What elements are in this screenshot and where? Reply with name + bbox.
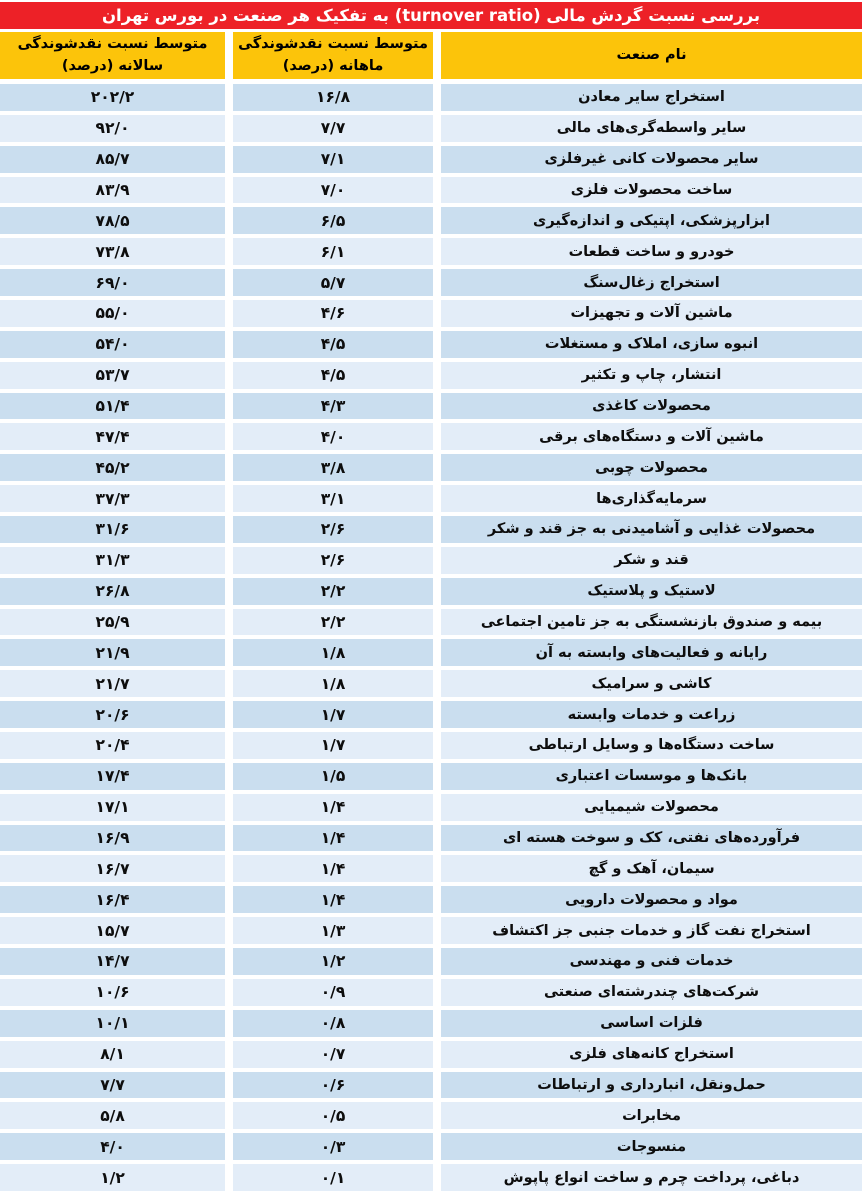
column-header-monthly-line2: ماهانه (درصد) [282, 57, 384, 74]
industry-name-cell: کاشی و سرامیک [441, 670, 862, 697]
table-row [0, 794, 862, 821]
annual-ratio-cell: ۱۷/۱ [0, 794, 225, 821]
table-row [0, 1010, 862, 1037]
industry-name-cell: استخراج کانه‌های فلزی [441, 1041, 862, 1068]
industry-name-cell: بیمه و صندوق بازنشستگی به جز تامین اجتماعی [441, 609, 862, 636]
industry-name-cell: استخراج نفت گاز و خدمات جنبی جز اکتشاف [441, 917, 862, 944]
monthly-ratio-cell: ۰/۱ [233, 1164, 433, 1191]
monthly-ratio-cell: ۷/۰ [233, 177, 433, 204]
table-row [0, 207, 862, 234]
monthly-ratio-cell: ۱/۲ [233, 948, 433, 975]
industry-name-cell: ساخت دستگاه‌ها و وسایل ارتباطی [441, 732, 862, 759]
table-row [0, 578, 862, 605]
annual-ratio-cell: ۹۲/۰ [0, 115, 225, 142]
annual-ratio-cell: ۳۱/۳ [0, 547, 225, 574]
monthly-ratio-cell: ۱/۸ [233, 670, 433, 697]
table-row [0, 701, 862, 728]
annual-ratio-cell: ۵۳/۷ [0, 362, 225, 389]
industry-name-cell: محصولات غذایی و آشامیدنی به جز قند و شکر [441, 516, 862, 543]
industry-name-cell: شرکت‌های چندرشته‌ای صنعتی [441, 979, 862, 1006]
monthly-ratio-cell: ۷/۱ [233, 146, 433, 173]
monthly-ratio-cell: ۱/۳ [233, 917, 433, 944]
annual-ratio-cell: ۲۱/۷ [0, 670, 225, 697]
industry-name-cell: خدمات فنی و مهندسی [441, 948, 862, 975]
annual-ratio-cell: ۸/۱ [0, 1041, 225, 1068]
monthly-ratio-cell: ۴/۶ [233, 300, 433, 327]
annual-ratio-cell: ۳۱/۶ [0, 516, 225, 543]
industry-name-cell: سیمان، آهک و گچ [441, 855, 862, 882]
annual-ratio-cell: ۱۷/۴ [0, 763, 225, 790]
table-row [0, 825, 862, 852]
monthly-ratio-cell: ۰/۹ [233, 979, 433, 1006]
table-row [0, 331, 862, 358]
annual-ratio-cell: ۲۰/۶ [0, 701, 225, 728]
annual-ratio-cell: ۷/۷ [0, 1072, 225, 1099]
monthly-ratio-cell: ۵/۷ [233, 269, 433, 296]
monthly-ratio-cell: ۴/۵ [233, 331, 433, 358]
monthly-ratio-cell: ۲/۶ [233, 516, 433, 543]
annual-ratio-cell: ۲۰/۴ [0, 732, 225, 759]
monthly-ratio-cell: ۲/۶ [233, 547, 433, 574]
table-row [0, 948, 862, 975]
annual-ratio-cell: ۲۶/۸ [0, 578, 225, 605]
table-row [0, 855, 862, 882]
monthly-ratio-cell: ۱/۵ [233, 763, 433, 790]
column-header-industry-name: نام صنعت [441, 32, 862, 79]
annual-ratio-cell: ۴۵/۲ [0, 454, 225, 481]
table-body [0, 84, 862, 1191]
table-row [0, 609, 862, 636]
industry-name-cell: سایر محصولات کانی غیرفلزی [441, 146, 862, 173]
monthly-ratio-cell: ۳/۸ [233, 454, 433, 481]
industry-name-cell: انتشار، چاپ و تکثیر [441, 362, 862, 389]
industry-name-cell: فلزات اساسی [441, 1010, 862, 1037]
monthly-ratio-cell: ۱/۴ [233, 794, 433, 821]
annual-ratio-cell: ۷۸/۵ [0, 207, 225, 234]
table-row [0, 300, 862, 327]
industry-name-cell: ماشین آلات و دستگاه‌های برقی [441, 423, 862, 450]
annual-ratio-cell: ۲۵/۹ [0, 609, 225, 636]
column-header-annual-ratio [0, 32, 225, 79]
annual-ratio-cell: ۴/۰ [0, 1133, 225, 1160]
annual-ratio-cell: ۱۰/۱ [0, 1010, 225, 1037]
industry-name-cell: خودرو و ساخت قطعات [441, 238, 862, 265]
annual-ratio-cell: ۵/۸ [0, 1102, 225, 1129]
monthly-ratio-cell: ۰/۷ [233, 1041, 433, 1068]
monthly-ratio-cell: ۱/۷ [233, 701, 433, 728]
monthly-ratio-cell: ۴/۰ [233, 423, 433, 450]
annual-ratio-cell: ۸۳/۹ [0, 177, 225, 204]
table-row [0, 1072, 862, 1099]
monthly-ratio-cell: ۱/۴ [233, 886, 433, 913]
industry-name-cell: ساخت محصولات فلزی [441, 177, 862, 204]
table-row [0, 362, 862, 389]
annual-ratio-cell: ۶۹/۰ [0, 269, 225, 296]
annual-ratio-cell: ۵۴/۰ [0, 331, 225, 358]
monthly-ratio-cell: ۰/۵ [233, 1102, 433, 1129]
monthly-ratio-cell: ۰/۸ [233, 1010, 433, 1037]
industry-name-cell: فرآورده‌های نفتی، کک و سوخت هسته ای [441, 825, 862, 852]
table-row [0, 393, 862, 420]
annual-ratio-cell: ۱۰/۶ [0, 979, 225, 1006]
table-row [0, 177, 862, 204]
table-row [0, 146, 862, 173]
monthly-ratio-cell: ۱/۴ [233, 825, 433, 852]
industry-name-cell: بانک‌ها و موسسات اعتباری [441, 763, 862, 790]
industry-name-cell: مخابرات [441, 1102, 862, 1129]
industry-name-cell: ابزارپزشکی، اپتیکی و اندازه‌گیری [441, 207, 862, 234]
monthly-ratio-cell: ۰/۳ [233, 1133, 433, 1160]
monthly-ratio-cell: ۷/۷ [233, 115, 433, 142]
industry-name-cell: زراعت و خدمات وابسته [441, 701, 862, 728]
monthly-ratio-cell: ۱۶/۸ [233, 84, 433, 111]
industry-name-cell: سرمایه‌گذاری‌ها [441, 485, 862, 512]
monthly-ratio-cell: ۳/۱ [233, 485, 433, 512]
industry-name-cell: منسوجات [441, 1133, 862, 1160]
industry-name-cell: محصولات شیمیایی [441, 794, 862, 821]
annual-ratio-cell: ۸۵/۷ [0, 146, 225, 173]
industry-name-cell: سایر واسطه‌گری‌های مالی [441, 115, 862, 142]
column-header-annual-line1: متوسط نسبت نقدشوندگی [17, 35, 208, 52]
column-header-monthly-ratio [233, 32, 433, 79]
monthly-ratio-cell: ۱/۸ [233, 639, 433, 666]
table-row [0, 485, 862, 512]
annual-ratio-cell: ۱۵/۷ [0, 917, 225, 944]
monthly-ratio-cell: ۲/۲ [233, 578, 433, 605]
table-row [0, 917, 862, 944]
industry-name-cell: محصولات چوبی [441, 454, 862, 481]
industry-name-cell: حمل‌ونقل، انبارداری و ارتباطات [441, 1072, 862, 1099]
table-row [0, 763, 862, 790]
table-row [0, 1133, 862, 1160]
industry-name-cell: رایانه و فعالیت‌های وابسته به آن [441, 639, 862, 666]
table-row [0, 732, 862, 759]
annual-ratio-cell: ۴۷/۴ [0, 423, 225, 450]
industry-name-cell: استخراج زغال‌سنگ [441, 269, 862, 296]
annual-ratio-cell: ۱۶/۴ [0, 886, 225, 913]
annual-ratio-cell: ۱/۲ [0, 1164, 225, 1191]
industry-name-cell: قند و شکر [441, 547, 862, 574]
annual-ratio-cell: ۵۵/۰ [0, 300, 225, 327]
annual-ratio-cell: ۱۶/۹ [0, 825, 225, 852]
table-row [0, 1102, 862, 1129]
page-title: بررسی نسبت گردش مالی (turnover ratio) به تفکیک هر صنعت در بورس تهران [0, 2, 862, 29]
table-row [0, 979, 862, 1006]
industry-name-cell: محصولات کاغذی [441, 393, 862, 420]
annual-ratio-cell: ۵۱/۴ [0, 393, 225, 420]
annual-ratio-cell: ۱۴/۷ [0, 948, 225, 975]
table-row [0, 670, 862, 697]
industry-name-cell: انبوه سازی، املاک و مستغلات [441, 331, 862, 358]
annual-ratio-cell: ۷۳/۸ [0, 238, 225, 265]
monthly-ratio-cell: ۲/۲ [233, 609, 433, 636]
column-header-monthly-line1: متوسط نسبت نقدشوندگی [238, 35, 428, 52]
table-row [0, 886, 862, 913]
annual-ratio-cell: ۱۶/۷ [0, 855, 225, 882]
table-row [0, 269, 862, 296]
monthly-ratio-cell: ۶/۵ [233, 207, 433, 234]
monthly-ratio-cell: ۰/۶ [233, 1072, 433, 1099]
table-row [0, 84, 862, 111]
annual-ratio-cell: ۲۰۲/۲ [0, 84, 225, 111]
table-row [0, 115, 862, 142]
table-row [0, 516, 862, 543]
table-row [0, 238, 862, 265]
industry-name-cell: ماشین آلات و تجهیزات [441, 300, 862, 327]
column-header-annual-line2: سالانه (درصد) [61, 57, 164, 74]
industry-name-cell: مواد و محصولات دارویی [441, 886, 862, 913]
monthly-ratio-cell: ۱/۴ [233, 855, 433, 882]
table-header-row [0, 32, 862, 79]
table-row [0, 639, 862, 666]
table-row [0, 1041, 862, 1068]
monthly-ratio-cell: ۴/۳ [233, 393, 433, 420]
industry-name-cell: دباغی، پرداخت چرم و ساخت انواع پاپوش [441, 1164, 862, 1191]
industry-name-cell: لاستیک و پلاستیک [441, 578, 862, 605]
table-row [0, 1164, 862, 1191]
industry-name-cell: استخراج سایر معادن [441, 84, 862, 111]
table-row [0, 454, 862, 481]
table-row [0, 547, 862, 574]
monthly-ratio-cell: ۴/۵ [233, 362, 433, 389]
annual-ratio-cell: ۳۷/۳ [0, 485, 225, 512]
monthly-ratio-cell: ۱/۷ [233, 732, 433, 759]
monthly-ratio-cell: ۶/۱ [233, 238, 433, 265]
annual-ratio-cell: ۲۱/۹ [0, 639, 225, 666]
table-row [0, 423, 862, 450]
